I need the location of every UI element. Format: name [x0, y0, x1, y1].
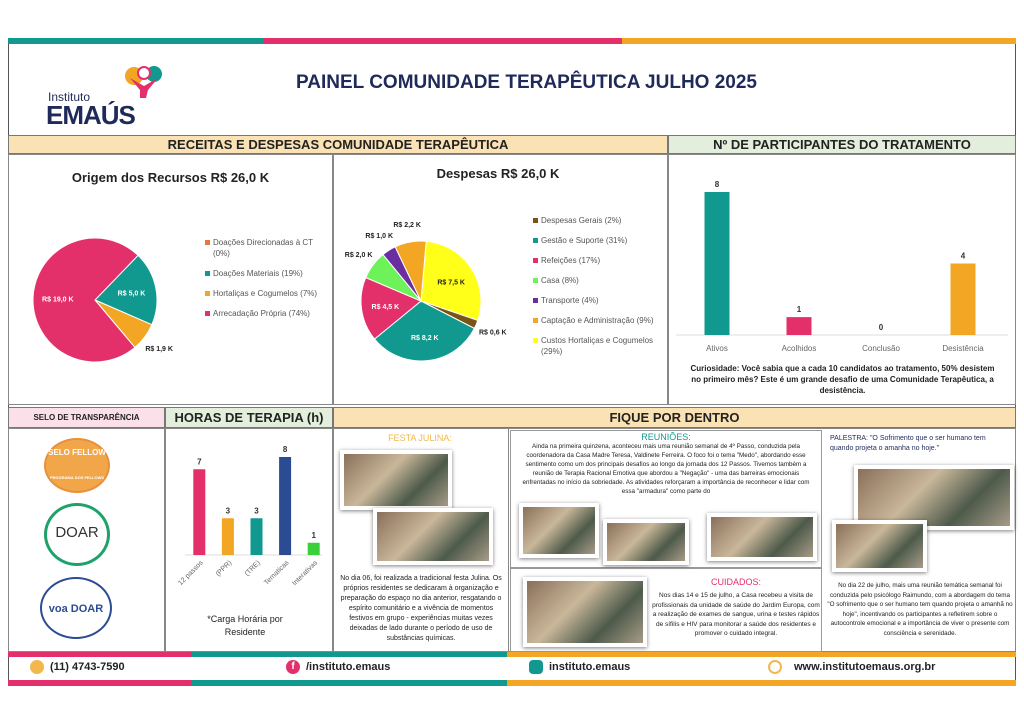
footer-stripe: [191, 680, 507, 686]
category-label: Desistência: [942, 344, 984, 353]
footer-stripe: [8, 680, 191, 686]
expenses-chart-title: Despesas R$ 26,0 K: [436, 166, 560, 181]
legend-item: [533, 235, 663, 246]
news-cuidados: [510, 568, 822, 652]
facebook-icon: f: [286, 660, 300, 674]
bar-value-label: 8: [714, 180, 720, 189]
legend-swatch: [205, 311, 210, 316]
revenue-chart-title: Origem dos Recursos R$ 26,0 K: [71, 170, 270, 185]
legend-item: [533, 275, 663, 286]
instagram-text: instituto.emaus: [549, 661, 631, 673]
divider: [508, 428, 509, 652]
legend-label: Captação e Administração (9%): [541, 316, 654, 325]
legend-label: Casa (8%): [541, 276, 579, 285]
seal-section-header: SELO DE TRANSPARÊNCIA: [8, 407, 165, 428]
reunioes-photo-1: [519, 503, 599, 558]
legend-swatch: [533, 278, 538, 283]
participants-note: Curiosidade: Você sabia que a cada 10 candidatos ao tratamento, 50% desistem no primeiro mês? Este é um grande desafio de uma Comunidade Terapêutica, a desistência.: [690, 364, 995, 395]
legend-label: Refeições (17%): [541, 256, 601, 265]
pie-data-label: R$ 1,9 K: [145, 345, 173, 353]
news-festa-julina: [335, 430, 505, 652]
globe-icon: [768, 660, 782, 674]
legend-item: [205, 268, 325, 279]
legend-item: [533, 295, 663, 306]
bar-value-label: 7: [197, 457, 202, 467]
reunioes-title: REUNIÕES:: [641, 432, 691, 442]
reunioes-photo-2: [603, 519, 689, 565]
pie-data-label: R$ 0,6 K: [478, 329, 507, 337]
category-label: (TRE): [243, 559, 262, 578]
legend-label: Doações Materiais (19%): [213, 269, 303, 278]
phone-icon: [30, 660, 44, 674]
palestra-title: PALESTRA: "O Sofrimento que o ser humano tem quando projeta o amanha no hoje.": [830, 435, 986, 452]
logo-subtitle: Instituto: [48, 90, 91, 104]
footer-stripe: [8, 652, 191, 657]
legend-swatch: [205, 240, 210, 245]
finance-section-header: RECEITAS E DESPESAS COMUNIDADE TERAPÊUTICA: [8, 135, 668, 154]
bar: [308, 543, 320, 555]
stripe-teal: [8, 38, 263, 44]
legend-item: [533, 335, 663, 357]
pie-data-label: R$ 19,0 K: [42, 296, 74, 304]
hours-note: *Carga Horária por Residente: [207, 614, 283, 637]
news-reunioes: [510, 430, 822, 568]
legend-label: Custos Hortaliças e Cogumelos (29%): [541, 336, 654, 356]
cuidados-photo: [523, 577, 647, 647]
category-label: Tematicas: [263, 559, 291, 587]
festa-photo-2: [373, 508, 493, 565]
selo-doar-logo: DOAR: [44, 503, 110, 566]
legend-label: Transporte (4%): [541, 296, 599, 305]
instagram-icon: [529, 660, 543, 674]
legend-item: [533, 255, 663, 266]
footer-facebook[interactable]: [286, 660, 390, 674]
footer-instagram[interactable]: [529, 660, 630, 674]
news-section-header: FIQUE POR DENTRO: [333, 407, 1016, 428]
festa-title: FESTA JULINA:: [388, 433, 452, 443]
facebook-text: /instituto.emaus: [306, 661, 391, 673]
bar-value-label: 3: [254, 506, 259, 516]
expenses-legend: [533, 215, 663, 366]
legend-label: Gestão e Suporte (31%): [541, 236, 628, 245]
bar: [705, 192, 730, 335]
category-label: Acolhidos: [781, 344, 817, 353]
palestra-text: No dia 22 de julho, mais uma reunião temática semanal foi conduzida pelo psicólogo Raimundo, com a abordagem do tema "O sofrimento que o ser humano tem quando projeta o amanhã no hoje", incentivando os participantes a refletirem sobre o autocontrole emocional e a importância de viver o presente com consciência e serenidade.: [827, 582, 1013, 637]
legend-swatch: [533, 258, 538, 263]
selo-fellow-logo: SELO FELLOW PROGRAMA DOS FELLOWS: [44, 438, 110, 493]
website-text: www.institutoemaus.org.br: [794, 661, 936, 673]
footer-stripe: [507, 680, 1016, 686]
category-label: Ativos: [706, 344, 728, 353]
revenue-pie-chart: [8, 190, 208, 390]
pie-data-label: R$ 2,0 K: [344, 252, 373, 260]
pie-data-label: R$ 1,0 K: [365, 233, 394, 241]
festa-photo-1: [340, 450, 452, 510]
stripe-pink: [263, 38, 622, 44]
bar: [951, 264, 976, 336]
pie-data-label: R$ 8,2 K: [410, 334, 439, 342]
legend-swatch: [533, 318, 538, 323]
legend-item: [533, 215, 663, 226]
bar-value-label: 1: [311, 530, 316, 540]
bar-value-label: 1: [796, 305, 802, 315]
participants-bar-chart: [668, 154, 1016, 359]
hours-section-header: HORAS DE TERAPIA (h): [165, 407, 333, 428]
reunioes-photo-3: [707, 513, 817, 561]
selo-voa-logo: voa DOAR: [40, 577, 112, 639]
legend-swatch: [533, 238, 538, 243]
category-label: Conclusão: [862, 344, 900, 353]
footer-phone[interactable]: [30, 660, 125, 674]
revenue-legend: [205, 237, 325, 328]
legend-label: Hortaliças e Cogumelos (7%): [213, 289, 318, 298]
logo: [44, 62, 174, 128]
pie-data-label: R$ 7,5 K: [437, 279, 465, 287]
bar-value-label: 8: [282, 445, 288, 454]
legend-swatch: [533, 338, 538, 343]
legend-swatch: [205, 271, 210, 276]
logo-name: EMAÚS: [46, 100, 135, 130]
bar: [251, 518, 263, 555]
expenses-pie-chart: [333, 205, 533, 365]
palestra-photo-2: [832, 520, 927, 572]
participants-section-header: Nº DE PARTICIPANTES DO TRATAMENTO: [668, 135, 1016, 154]
category-label: (PPR): [214, 559, 234, 578]
bar: [279, 457, 291, 555]
legend-item: [205, 308, 325, 319]
legend-label: Arrecadação Própria (74%): [213, 309, 310, 318]
bar-value-label: 0: [878, 323, 884, 332]
footer-website[interactable]: [768, 660, 935, 674]
legend-item: [205, 237, 325, 259]
legend-label: Doações Direcionadas à CT (0%): [213, 238, 313, 258]
legend-item: [533, 315, 663, 326]
legend-swatch: [533, 298, 538, 303]
bar-value-label: 3: [225, 506, 231, 516]
festa-text: No dia 06, foi realizada a tradicional festa Julina. Os próprios residentes se dedicaram à organização e preparação do espaço no dia anterior, resgatando o espírito comunitário e a vivência de momentos festivos em grupo - experiências muitas vezes deixadas de lado durante o período de uso de substâncias químicas.: [340, 575, 502, 642]
footer-stripe: [507, 652, 1016, 657]
stripe-orange: [622, 38, 1016, 44]
cuidados-text: Nos dias 14 e 15 de julho, a Casa recebeu a visita de profissionais da unidade de saúde do Jardim Europa, com a realização de exames de sangue, urina e testes rápidos de sífilis e HIV para monitorar a saúde dos residentes e promover o cuidado integral.: [652, 592, 820, 637]
category-label: 12 passos: [177, 559, 205, 587]
pie-data-label: R$ 4,5 K: [371, 304, 400, 312]
legend-swatch: [205, 291, 210, 296]
pie-data-label: R$ 2,2 K: [393, 222, 421, 230]
phone-text: (11) 4743-7590: [50, 661, 125, 673]
news-palestra: [824, 430, 1016, 652]
category-label: Interativas: [291, 559, 320, 588]
bar-value-label: 4: [960, 251, 966, 261]
cuidados-title: CUIDADOS:: [710, 577, 761, 587]
reunioes-text: Ainda na primeira quinzena, aconteceu mais uma reunião semanal de 4º Passo, conduzida pela coordenadora da Casa Madre Teresa, Valdinete Ferreira. O foco foi o tema "Medo", abordando esse sentimento como um dos principais desafios ao longo da jornada dos 12 Passos. Tivemos também a reunião de Terapia Racional Emotiva que abordou a "Negação" - uma das barreiras emocionais enfrentadas no início da sobriedade. As atividades reforçaram a importância de reconhecer e lidar com essa "armadura" como parte do: [522, 443, 810, 495]
legend-swatch: [533, 218, 538, 223]
hours-bar-chart: [165, 428, 333, 603]
bar: [222, 518, 234, 555]
legend-label: Despesas Gerais (2%): [541, 216, 622, 225]
bar: [787, 317, 812, 335]
footer-stripe: [191, 652, 507, 657]
legend-item: [205, 288, 325, 299]
page-title: PAINEL COMUNIDADE TERAPÊUTICA JULHO 2025: [296, 72, 757, 93]
bar: [193, 469, 205, 555]
pie-data-label: R$ 5,0 K: [117, 290, 146, 298]
